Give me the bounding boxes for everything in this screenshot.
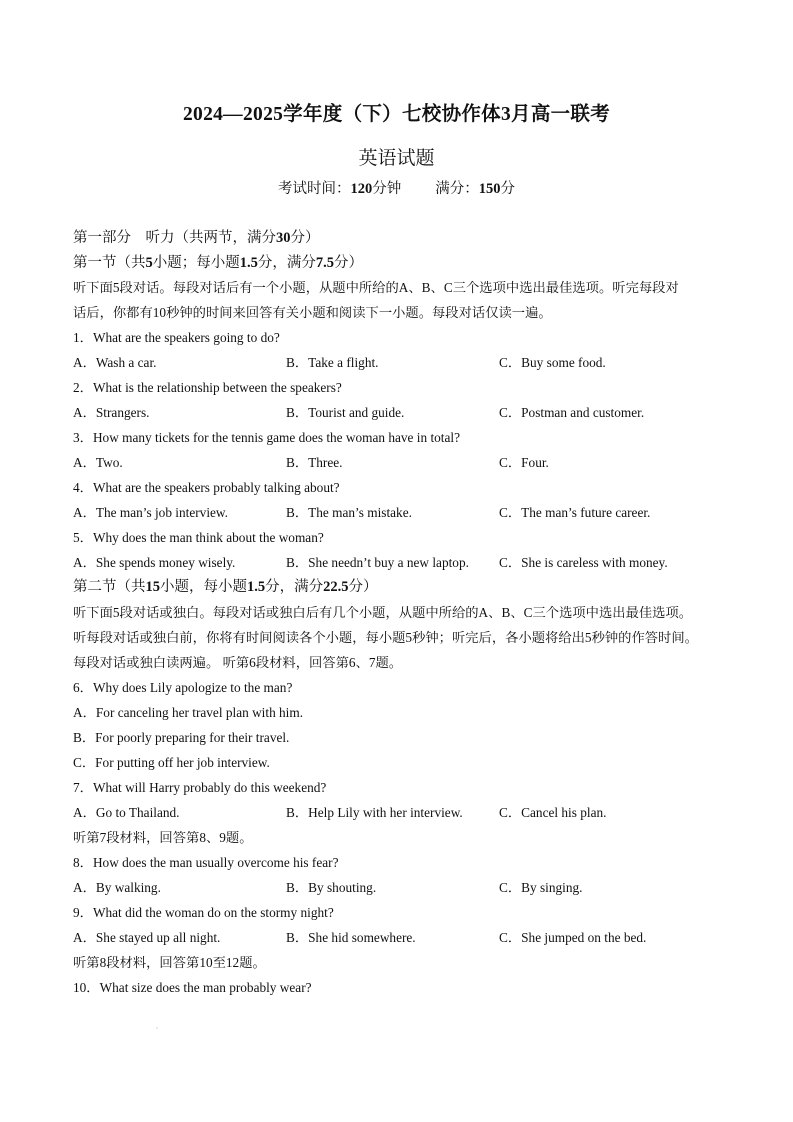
- question-10: 10．What size does the man probably wear?: [73, 980, 312, 995]
- section1-instructions-1: 听下面5段对话。每段对话后有一个小题，从题中所给的A、B、C三个选项中选出最佳选项。听完每段对: [73, 280, 679, 295]
- q9-option-a: A．She stayed up all night.: [73, 930, 221, 945]
- time-label: 考试时间：: [278, 181, 351, 197]
- q7-option-a: A．Go to Thailand.: [73, 805, 180, 820]
- q9-option-b: B．She hid somewhere.: [286, 930, 416, 945]
- question-5: 5．Why does the man think about the woman?: [73, 530, 324, 545]
- q2-option-a: A．Strangers.: [73, 405, 150, 420]
- section2-heading: 第二节（共15小题，每小题1.5分，满分22.5分）: [73, 579, 378, 595]
- q5-option-a: A．She spends money wisely.: [73, 555, 236, 570]
- section1-heading: 第一节（共5小题；每小题1.5分，满分7.5分）: [73, 255, 363, 271]
- q2-option-b: B．Tourist and guide.: [286, 405, 405, 420]
- material-7-note: 听第7段材料，回答第8、9题。: [73, 830, 253, 845]
- score-value: 150: [478, 181, 501, 197]
- q3-option-c: C．Four.: [499, 455, 549, 470]
- question-8: 8．How does the man usually overcome his fear?: [73, 855, 339, 870]
- q9-option-c: C．She jumped on the bed.: [499, 930, 647, 945]
- material-8-note: 听第8段材料，回答第10至12题。: [73, 955, 266, 970]
- q1-option-a: A．Wash a car.: [73, 355, 157, 370]
- q1-option-b: B．Take a flight.: [286, 355, 379, 370]
- question-9: 9．What did the woman do on the stormy night?: [73, 905, 334, 920]
- q5-option-c: C．She is careless with money.: [499, 555, 668, 570]
- q8-option-a: A．By walking.: [73, 880, 161, 895]
- q6-option-b: B．For poorly preparing for their travel.: [73, 730, 290, 745]
- part1-heading: 第一部分 听力（共两节，满分30分）: [73, 230, 320, 246]
- question-4: 4．What are the speakers probably talking about?: [73, 480, 340, 495]
- time-value: 120: [350, 181, 373, 197]
- q4-option-c: C．The man’s future career.: [499, 505, 651, 520]
- q6-option-a: A．For canceling her travel plan with him.: [73, 705, 304, 720]
- score-label: 满分：: [435, 181, 479, 197]
- q8-option-c: C．By singing.: [499, 880, 583, 895]
- q3-option-b: B．Three.: [286, 455, 343, 470]
- question-3: 3．How many tickets for the tennis game does the woman have in total?: [73, 430, 460, 445]
- section2-instructions-3: 每段对话或独白读两遍。 听第6段材料，回答第6、7题。: [73, 655, 403, 670]
- subject-title: 英语试题: [358, 148, 435, 169]
- question-1: 1．What are the speakers going to do?: [73, 330, 280, 345]
- q4-option-a: A．The man’s job interview.: [73, 505, 228, 520]
- section1-instructions-2: 话后，你都有10秒钟的时间来回答有关小题和阅读下一小题。每段对话仅读一遍。: [73, 305, 552, 320]
- question-7: 7．What will Harry probably do this weekend?: [73, 780, 327, 795]
- scan-speck: [156, 1027, 158, 1029]
- score-unit: 分: [500, 181, 515, 197]
- q5-option-b: B．She needn’t buy a new laptop.: [286, 555, 469, 570]
- exam-meta: [0, 177, 793, 198]
- time-unit: 分钟: [372, 181, 402, 197]
- q7-option-b: B．Help Lily with her interview.: [286, 805, 463, 820]
- question-2: 2．What is the relationship between the speakers?: [73, 380, 342, 395]
- section2-instructions-2: 听每段对话或独白前，你将有时间阅读各个小题，每小题5秒钟；听完后，各小题将给出5秒钟的作答时间。: [73, 630, 698, 645]
- q3-option-a: A．Two.: [73, 455, 123, 470]
- q4-option-b: B．The man’s mistake.: [286, 505, 412, 520]
- q8-option-b: B．By shouting.: [286, 880, 377, 895]
- question-6: 6．Why does Lily apologize to the man?: [73, 680, 293, 695]
- section2-instructions-1: 听下面5段对话或独白。每段对话或独白后有几个小题，从题中所给的A、B、C三个选项中选出最佳选项。: [73, 605, 693, 620]
- exam-title: 2024—2025学年度（下）七校协作体3月高一联考: [182, 104, 611, 125]
- q6-option-c: C．For putting off her job interview.: [73, 755, 270, 770]
- q1-option-c: C．Buy some food.: [499, 355, 606, 370]
- q2-option-c: C．Postman and customer.: [499, 405, 645, 420]
- q7-option-c: C．Cancel his plan.: [499, 805, 607, 820]
